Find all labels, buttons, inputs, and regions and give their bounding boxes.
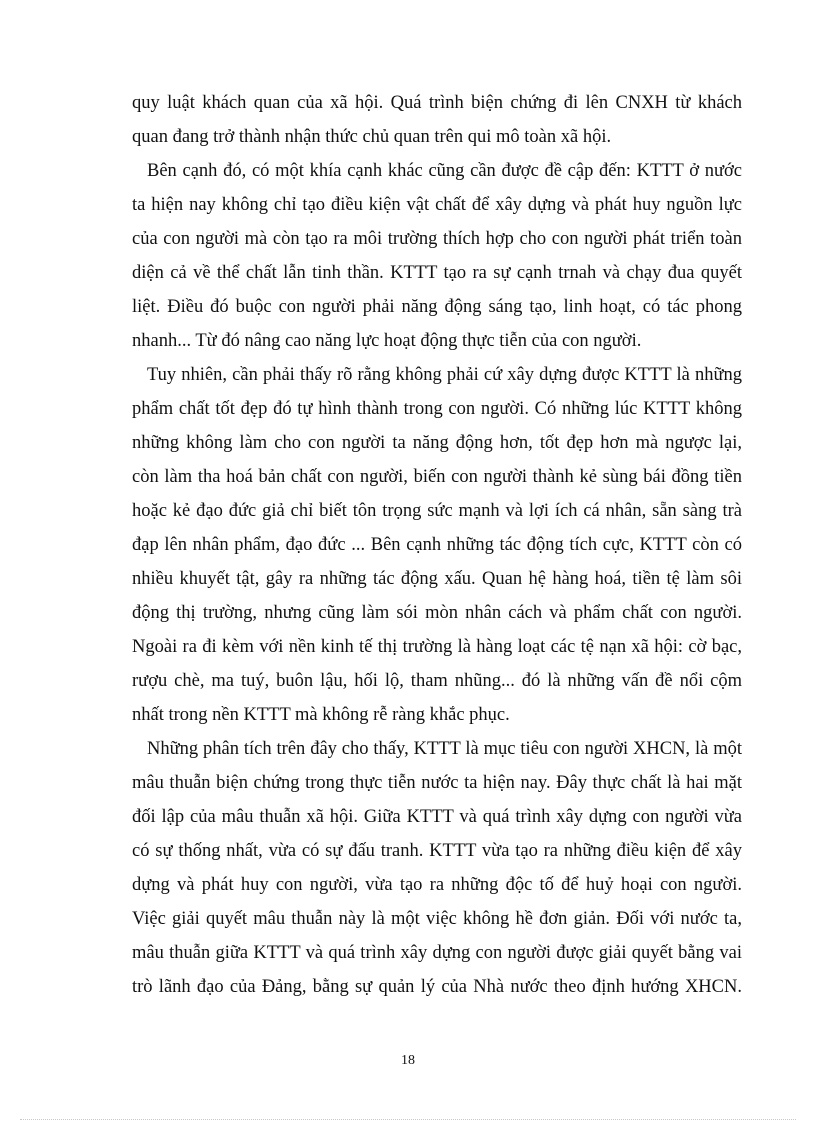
text-line: rượu chè, ma tuý, buôn lậu, hối lộ, tham nhũng... đó là những vấn đề nổi cộm [132, 671, 742, 691]
text-line: quan đang trở thành nhận thức chủ quan trên qui mô toàn xã hội. [132, 127, 612, 147]
text-line: phẩm chất tốt đẹp đó tự hình thành trong con người. Có những lúc KTTT không [132, 399, 742, 419]
text-line: Việc giải quyết mâu thuẫn này là một việc không hề đơn giản. Đối với nước ta, [132, 909, 742, 929]
text-line: mâu thuẫn giữa KTTT và quá trình xây dựng con người được giải quyết bằng vai [132, 943, 742, 963]
paragraph-first-line: Tuy nhiên, cần phải thấy rõ rằng không phải cứ xây dựng được KTTT là những [147, 365, 742, 385]
text-line: đạp lên nhân phẩm, đạo đức ... Bên cạnh những tác động tích cực, KTTT còn có [132, 535, 742, 555]
text-line: đối lập của mâu thuẫn xã hội. Giữa KTTT và quá trình xây dựng con người vừa [132, 807, 742, 827]
text-line: diện cả về thể chất lẫn tinh thần. KTTT tạo ra sự cạnh trnah và chạy đua quyết [132, 263, 742, 283]
page-number: 18 [401, 1053, 415, 1068]
text-line: nhiều khuyết tật, gây ra những tác động xấu. Quan hệ hàng hoá, tiền tệ làm sôi [132, 569, 742, 589]
text-line: trò lãnh đạo của Đảng, bằng sự quản lý của Nhà nước theo định hướng XHCN. [132, 977, 742, 997]
text-line: liệt. Điều đó buộc con người phải năng động sáng tạo, linh hoạt, có tác phong [132, 297, 742, 317]
paragraph-first-line: Những phân tích trên đây cho thấy, KTTT là mục tiêu con người XHCN, là một [147, 739, 742, 759]
paragraph-first-line: Bên cạnh đó, có một khía cạnh khác cũng cần được đề cập đến: KTTT ở nước [147, 161, 742, 181]
page-bottom-divider [20, 1119, 796, 1120]
text-line: những không làm cho con người ta năng động hơn, tốt đẹp hơn mà ngược lại, [132, 433, 742, 453]
text-line: quy luật khách quan của xã hội. Quá trình biện chứng đi lên CNXH từ khách [132, 93, 742, 113]
text-line: động thị trường, nhưng cũng làm sói mòn nhân cách và phẩm chất con người. [132, 603, 742, 623]
text-line: dựng và phát huy con người, vừa tạo ra những độc tố để huỷ hoại con người. [132, 875, 742, 895]
text-line: ta hiện nay không chỉ tạo điều kiện vật chất để xây dựng và phát huy nguồn lực [132, 195, 742, 215]
text-line: nhất trong nền KTTT mà không rễ ràng khắc phục. [132, 705, 510, 725]
text-line: Ngoài ra đi kèm với nền kinh tế thị trường là hàng loạt các tệ nạn xã hội: cờ bạc, [132, 637, 742, 657]
text-line: của con người mà còn tạo ra môi trường thích hợp cho con người phát triển toàn [132, 229, 742, 249]
text-line: hoặc kẻ đạo đức giả chỉ biết tôn trọng sức mạnh và lợi ích cá nhân, sẵn sàng trà [132, 501, 742, 521]
text-line: có sự thống nhất, vừa có sự đấu tranh. KTTT vừa tạo ra những điều kiện để xây [132, 841, 742, 861]
text-line: mâu thuẫn biện chứng trong thực tiễn nước ta hiện nay. Đây thực chất là hai mặt [132, 773, 742, 793]
text-line: còn làm tha hoá bản chất con người, biến con người thành kẻ sùng bái đồng tiền [132, 467, 742, 487]
text-line: nhanh... Từ đó nâng cao năng lực hoạt động thực tiễn của con người. [132, 331, 642, 351]
